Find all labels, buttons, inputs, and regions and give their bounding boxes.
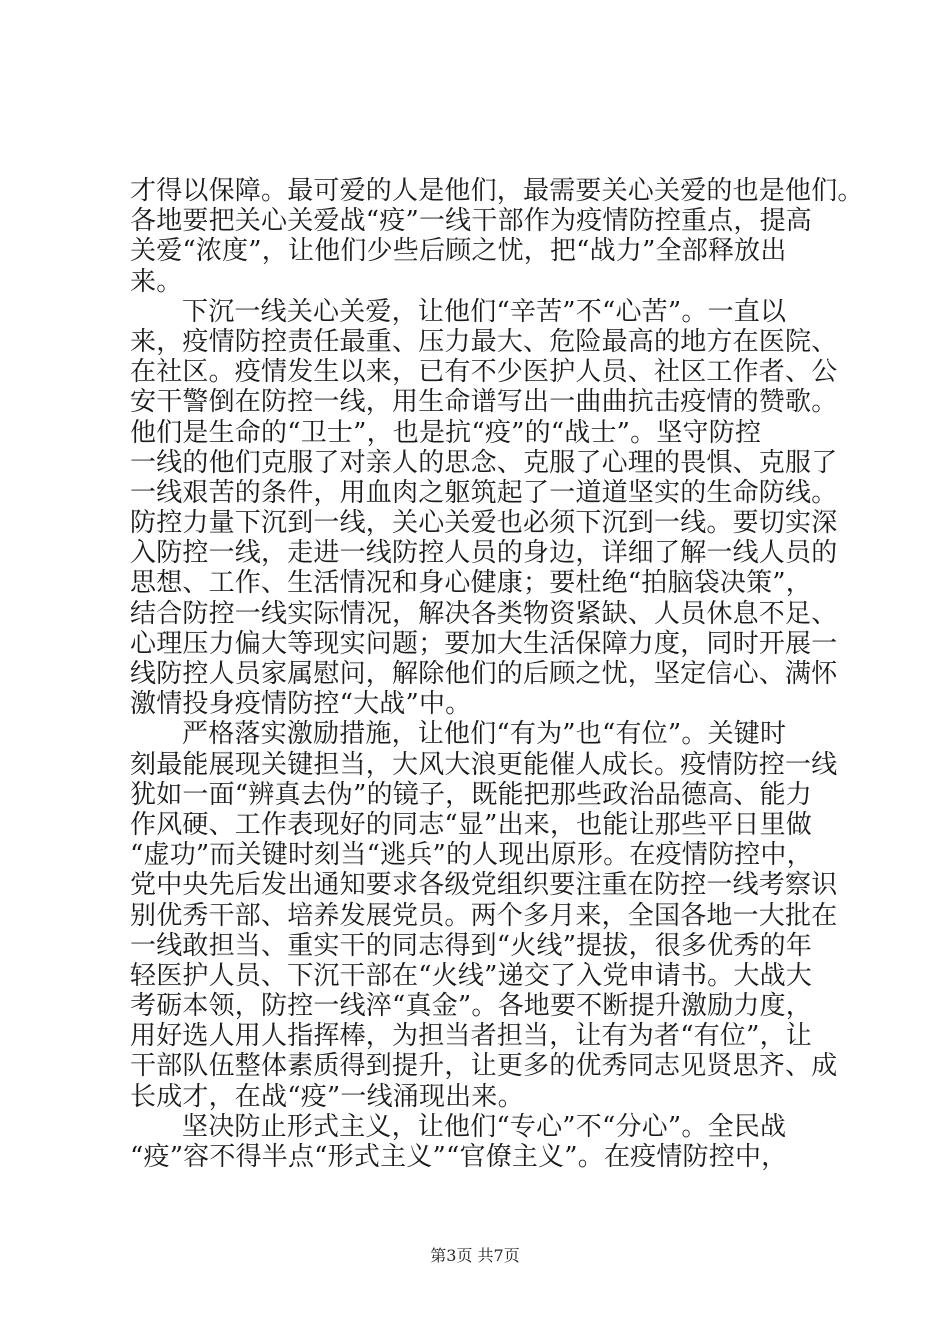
text-line: 思想、工作、生活情况和身心健康；要杜绝“拍脑袋决策”， <box>130 568 812 599</box>
text-line: 才得以保障。最可爱的人是他们，最需要关心关爱的也是他们。 <box>130 176 864 206</box>
text-line: 严格落实激励措施，让他们“有为”也“有位”。关键时 <box>182 719 787 750</box>
page-footer: 第3页 共7页 <box>430 1246 520 1265</box>
text-line: 用好选人用人指挥棒，为担当者担当，让有为者“有位”，让 <box>130 1021 812 1052</box>
text-line: 干部队伍整体素质得到提升，让更多的优秀同志见贤思齐、成 <box>130 1051 838 1082</box>
text-line: 党中央先后发出通知要求各级党组织要注重在防控一线考察识 <box>130 870 838 901</box>
text-line: 在社区。疫情发生以来，已有不少医护人员、社区工作者、公 <box>130 357 838 388</box>
body-text <box>130 176 864 1172</box>
text-line: 来。 <box>130 266 183 297</box>
text-line: 防控力量下沉到一线，关心关爱也必须下沉到一线。要切实深 <box>130 508 838 539</box>
text-line: 激情投身疫情防控“大战”中。 <box>130 689 472 720</box>
text-line: 坚决防止形式主义，让他们“专心”不“分心”。全民战 <box>182 1111 787 1142</box>
text-line: 别优秀干部、培养发展党员。两个多月来，全国各地一大批在 <box>130 900 838 931</box>
text-line: 一线艰苦的条件，用血肉之躯筑起了一道道坚实的生命防线。 <box>130 477 838 508</box>
text-line: “疫”容不得半点“形式主义”“官僚主义”。在疫情防控中， <box>130 1142 788 1172</box>
text-line: 入防控一线，走进一线防控人员的身边，详细了解一线人员的 <box>130 538 838 569</box>
text-line: 长成才，在战“疫”一线涌现出来。 <box>130 1081 524 1112</box>
text-line: 安干警倒在防控一线，用生命谱写出一曲曲抗击疫情的赞歌。 <box>130 387 838 418</box>
text-line: 一线敢担当、重实干的同志得到“火线”提拔，很多优秀的年 <box>130 930 812 961</box>
text-line: 结合防控一线实际情况，解决各类物资紧缺、人员休息不足、 <box>130 598 838 629</box>
text-line: 心理压力偏大等现实问题；要加大生活保障力度，同时开展一 <box>130 628 838 659</box>
text-line: 来，疫情防控责任最重、压力最大、危险最高的地方在医院、 <box>130 326 838 357</box>
text-line: 轻医护人员、下沉干部在“火线”递交了入党申请书。大战大 <box>130 960 812 991</box>
text-line: “虚功”而关键时刻当“逃兵”的人现出原形。在疫情防控中， <box>130 840 813 871</box>
text-line: 线防控人员家属慰问，解除他们的后顾之忧，坚定信心、满怀 <box>130 659 838 689</box>
text-line: 各地要把关心关爱战“疫”一线干部作为疫情防控重点，提高 <box>130 206 812 237</box>
text-line: 他们是生命的“卫士”，也是抗“疫”的“战士”。坚守防控 <box>130 417 762 448</box>
text-line: 作风硬、工作表现好的同志“显”出来，也能让那些平日里做 <box>130 809 812 840</box>
text-line: 刻最能展现关键担当，大风大浪更能催人成长。疫情防控一线 <box>130 749 838 780</box>
text-line: 犹如一面“辨真去伪”的镜子，既能把那些政治品德高、能力 <box>130 779 812 810</box>
text-line: 关爱“浓度”，让他们少些后顾之忧，把“战力”全部释放出 <box>130 236 787 267</box>
text-line: 考砺本领，防控一线淬“真金”。各地要不断提升激励力度， <box>130 991 812 1022</box>
text-line: 下沉一线关心关爱，让他们“辛苦”不“心苦”。一直以 <box>182 296 787 327</box>
text-line: 一线的他们克服了对亲人的思念、克服了心理的畏惧、克服了 <box>130 447 838 478</box>
